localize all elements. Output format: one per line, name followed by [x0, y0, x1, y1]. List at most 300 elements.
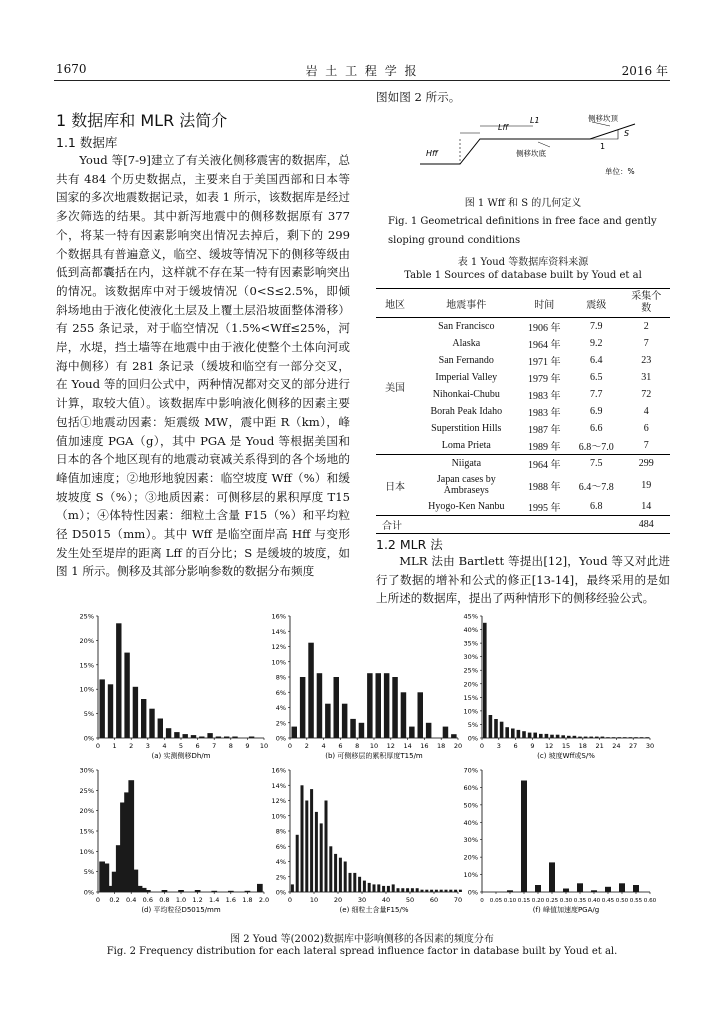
bar: [387, 886, 390, 892]
bar: [245, 891, 251, 892]
y-tick-label: 30%: [463, 653, 478, 662]
x-tick-label: 7: [212, 742, 217, 750]
y-tick-label: 20%: [463, 853, 478, 862]
x-tick-label: 40: [381, 896, 391, 904]
x-tick-label: 0.35: [573, 898, 587, 904]
cell-event: Superstition Hills: [431, 423, 502, 434]
x-tick-label: 0.2: [109, 896, 120, 904]
bar: [392, 884, 395, 892]
bar: [623, 737, 627, 738]
y-tick-label: 0%: [275, 888, 286, 897]
bar: [367, 673, 373, 738]
section-1-1-body: [56, 151, 350, 611]
figure-2-caption-en: Fig. 2 Frequency distribution for each lateral spread influence factor in database built by Youd et al.: [106, 946, 618, 957]
bar: [443, 727, 449, 738]
table-row: [376, 420, 670, 437]
x-tick-label: 0.50: [615, 898, 629, 904]
bar: [325, 704, 331, 738]
y-tick-label: 35%: [463, 639, 478, 648]
cell-event: Loma Prieta: [441, 440, 491, 451]
bar: [511, 729, 515, 739]
bar: [426, 723, 432, 738]
y-tick-label: 0%: [83, 734, 94, 743]
bar: [166, 728, 171, 738]
table-header-row: [376, 289, 670, 318]
y-tick-label: 50%: [463, 801, 478, 810]
bar: [178, 890, 184, 892]
y-tick-label: 25%: [463, 666, 478, 675]
cell-event: Japan cases by Ambraseys: [436, 474, 496, 496]
col2-continuation: [376, 88, 670, 107]
bar: [329, 846, 332, 892]
bar: [535, 885, 541, 892]
bar: [344, 862, 347, 893]
bar: [339, 858, 342, 892]
figure-1-caption-en: Fig. 1 Geometrical definitions in free face and gently sloping ground conditions: [388, 216, 657, 246]
bar: [158, 719, 163, 739]
y-tick-label: 14%: [271, 627, 286, 636]
x-tick-label: 0.8: [159, 896, 170, 904]
cell-magnitude: 7.7: [590, 389, 603, 400]
bar: [591, 890, 597, 892]
table-1-caption-cn: 表 1 Youd 等数据库资料来源: [457, 257, 589, 268]
y-tick-label: 10%: [79, 847, 94, 856]
x-tick-label: 1.6: [225, 896, 236, 904]
one-label: 1: [600, 142, 606, 151]
section-1-2-paragraph: MLR 法由 Bartlett 等提出[12]，Youd 等又对此进行了数据的增补和公式的修正[13-14]，最终采用的是如上所述的数据库，提出了两种情形下的侧移经验公式。: [376, 554, 670, 606]
cell-magnitude: 6.5: [590, 372, 603, 383]
x-tick-label: 10: [259, 742, 269, 750]
bar: [315, 812, 318, 892]
cell-count: 14: [641, 501, 652, 512]
bar: [228, 891, 234, 892]
bar: [124, 653, 129, 738]
bar: [550, 735, 554, 738]
x-tick-label: 21: [595, 742, 604, 750]
bar: [350, 719, 356, 738]
cell-time: 1987 年: [527, 425, 561, 436]
bar: [449, 890, 452, 892]
y-tick-label: 8%: [275, 827, 286, 836]
y-tick-label: 10%: [463, 707, 478, 716]
bar: [556, 735, 560, 738]
bar: [216, 737, 221, 739]
cell-time: 1995 年: [527, 503, 561, 514]
x-tick-label: 0: [95, 896, 101, 904]
x-tick-label: 12: [545, 742, 554, 750]
table-1-caption-en: Table 1 Sources of database built by Youd et al: [404, 270, 642, 281]
y-tick-label: 60%: [463, 783, 478, 792]
bar: [605, 887, 611, 892]
journal-year: 2016 年: [621, 64, 668, 78]
bar: [100, 679, 105, 738]
bar: [573, 736, 577, 738]
x-tick-label: 0.20: [531, 898, 545, 904]
bar: [358, 877, 361, 892]
cell-count: 23: [641, 355, 652, 366]
x-tick-label: 0.25: [545, 898, 559, 904]
bar: [401, 692, 407, 738]
x-tick-label: 2: [304, 742, 309, 750]
cell-time: 1906 年: [527, 323, 561, 334]
chart-title: (d) 平均粒径D5015/mm: [141, 906, 221, 914]
x-tick-label: 0.45: [601, 898, 615, 904]
col-header-time: 时间: [518, 289, 569, 318]
x-tick-label: 4: [162, 742, 167, 750]
cell-event: Borah Peak Idaho: [430, 406, 503, 417]
section-1-2-heading: 1.2 MLR 法: [376, 537, 443, 552]
bar: [545, 734, 549, 738]
y-tick-label: 20%: [463, 680, 478, 689]
x-tick-label: 16: [420, 742, 429, 750]
y-tick-label: 5%: [83, 710, 94, 719]
table-row: [376, 335, 670, 352]
chart-title: (c) 坡度Wff或S/%: [537, 752, 595, 760]
chart-title: (a) 实测侧移Dh/m: [151, 752, 211, 760]
y-tick-label: 0%: [83, 888, 94, 897]
x-tick-label: 20: [333, 896, 343, 904]
figure-2-charts: [50, 610, 672, 918]
bar: [619, 883, 625, 892]
x-tick-label: 2: [129, 742, 134, 750]
cell-count: 7: [643, 338, 649, 349]
cell-time: 1983 年: [527, 391, 561, 402]
x-tick-label: 20: [453, 742, 463, 750]
x-tick-label: 0.55: [629, 898, 643, 904]
bar: [195, 890, 201, 892]
bar: [507, 890, 513, 892]
x-tick-label: 0.15: [517, 898, 531, 904]
bar: [578, 737, 582, 738]
y-tick-label: 20%: [79, 807, 94, 816]
y-tick-label: 5%: [467, 720, 478, 729]
region-us: 美国: [385, 382, 406, 394]
bar: [320, 823, 323, 892]
bar: [629, 737, 633, 738]
chart-title: (b) 可侧移层的累积厚度T15/m: [325, 752, 423, 760]
x-tick-label: 0: [95, 742, 101, 750]
bar: [292, 727, 298, 738]
x-tick-label: 6: [513, 742, 518, 750]
x-tick-label: 6: [195, 742, 200, 750]
cell-event: Alaska: [452, 338, 481, 349]
bar: [308, 643, 314, 738]
table-row: [376, 437, 670, 455]
bar: [199, 737, 204, 739]
table-row: [376, 403, 670, 420]
bar: [334, 677, 340, 738]
col-header-magnitude: 震级: [570, 289, 623, 318]
cell-magnitude: 6.8～7.0: [578, 442, 614, 453]
bar: [384, 673, 390, 738]
cell-event: San Fernando: [438, 355, 494, 366]
x-tick-label: 24: [612, 742, 621, 750]
y-tick-label: 30%: [463, 836, 478, 845]
cell-count: 19: [641, 479, 652, 491]
bar: [133, 687, 138, 738]
bar: [584, 737, 588, 738]
x-tick-label: 50: [405, 896, 415, 904]
y-tick-label: 40%: [463, 626, 478, 635]
y-tick-label: 4%: [275, 704, 286, 712]
bar: [517, 730, 521, 738]
x-tick-label: 60: [429, 896, 439, 904]
bar: [539, 734, 543, 738]
cell-time: 1988 年: [527, 481, 561, 493]
x-tick-label: 0.6: [142, 896, 153, 904]
bar: [505, 727, 509, 738]
y-tick-label: 16%: [271, 612, 286, 621]
table-total-row: [376, 516, 670, 534]
bar: [406, 888, 409, 892]
x-tick-label: 10: [369, 742, 379, 750]
bar: [211, 891, 217, 892]
x-tick-label: 8: [355, 742, 360, 750]
y-tick-label: 10%: [271, 812, 286, 821]
page-number: 1670: [56, 62, 87, 76]
bar: [373, 884, 376, 892]
bar: [296, 835, 299, 892]
cell-time: 1964 年: [518, 455, 569, 473]
bar: [257, 884, 263, 892]
x-tick-label: 70: [453, 896, 463, 904]
y-tick-label: 16%: [271, 766, 286, 775]
y-tick-label: 70%: [463, 766, 478, 775]
y-tick-label: 12%: [271, 797, 286, 805]
y-tick-label: 15%: [463, 693, 478, 702]
cell-event: Hyogo-Ken Nanbu: [428, 501, 505, 512]
bar: [397, 888, 400, 892]
x-tick-label: 0.60: [643, 898, 657, 904]
cell-count: 31: [641, 372, 652, 383]
bar: [425, 890, 428, 892]
bar: [392, 677, 398, 738]
cell-event: Niigata: [414, 455, 518, 473]
bar: [445, 890, 448, 892]
section-1-1-paragraph: Youd 等[7-9]建立了有关液化侧移震害的数据库，总共有 484 个历史数据点，主要来自于美国西部和日本等国家的多次地震数据记录，如表 1 所示，该数据库是经过多次筛选的结果。其中新泻地震中的侧移数据原有 377 个，将某一特有因素影响突出情况去掉后，剩下的 299 个数据具有普遍意义，临空、缓坡等情况下的侧移等级由低到高都囊括在内，这样就不存在某一特有因素影响突出的情况。该数据库中对于缓坡情况（0<S≤2.5%，即倾斜场地由于液化使液化土层及上覆土层沿坡面整体滑移）有 255 条记录，对于临空情况（1.5%<Wff≤25%，河岸，水堤，挡土墙等在地震中由于液化使整个土体向河或海中侧移）有 281 条记录（缓坡和临空有一部分交叉，在 Youd 等的回归公式中，两种情况都对交叉的部分进行计算，取较大值）。该数据库中影响液化侧移的因素主要包括①地震动因素：矩震级 MW，震中距 R（km），峰值加速度 PGA（g），其中 PGA 是 Youd 等根据美国和日本的各个地区现有的地震动衰减关系得到的各个场地的峰值加速度；②地形地貌因素：临空坡度 Wff（%）和缓坡坡度 S（%）；③地质因素：可侧移层的累积厚度 T15（m）；④体特性因素：细粒土含量 F15（%）和平均粒径 D5015（mm）。其中 Wff 是临空面岸高 Hff 与变形发生处至堤岸的距离 Lff 的百分比；S 是缓坡的坡度，如图 1 所示。侧移及其部分影响参数的数据分布频度: [56, 153, 350, 579]
total-label: 合计: [376, 516, 414, 534]
bar: [634, 737, 638, 738]
x-tick-label: 3: [496, 742, 501, 750]
x-tick-label: 0.05: [489, 898, 503, 904]
bar: [612, 737, 616, 738]
col2-continuation-text: 图如图 2 所示。: [376, 90, 461, 104]
x-tick-label: 0.30: [559, 898, 573, 904]
bar: [454, 890, 457, 892]
header-rule: [54, 80, 670, 81]
bar: [359, 723, 365, 738]
bar: [533, 733, 537, 738]
bar: [561, 735, 565, 738]
x-tick-label: 0: [480, 898, 484, 904]
y-tick-label: 15%: [79, 827, 94, 836]
bar: [521, 781, 527, 893]
bar: [589, 737, 593, 738]
x-tick-label: 5: [178, 742, 184, 750]
bar: [317, 673, 323, 738]
bar: [363, 881, 366, 892]
y-tick-label: 45%: [463, 612, 478, 621]
x-tick-label: 12: [386, 742, 395, 750]
x-tick-label: 1.2: [192, 896, 203, 904]
bar: [435, 890, 438, 892]
x-tick-label: 0: [287, 896, 293, 904]
bar: [141, 699, 146, 738]
bar: [162, 890, 168, 892]
figure-2-caption-cn: 图 2 Youd 等(2002)数据库中影响侧移的各因素的频度分布: [230, 934, 494, 945]
bar: [459, 890, 462, 892]
journal-title: 岩 土 工 程 学 报: [305, 64, 419, 78]
y-tick-label: 25%: [79, 612, 94, 621]
bar: [528, 733, 532, 738]
y-tick-label: 30%: [79, 766, 94, 775]
bar: [411, 888, 414, 892]
bar: [342, 704, 348, 738]
bar: [224, 737, 229, 739]
cell-time: 1979 年: [527, 374, 561, 385]
y-tick-label: 6%: [275, 688, 286, 697]
y-tick-label: 8%: [275, 673, 286, 682]
cell-time: 1989 年: [527, 442, 561, 453]
bar: [325, 801, 328, 893]
cell-magnitude: 6.4～7.8: [578, 481, 614, 493]
bar: [353, 873, 356, 892]
bar: [310, 789, 313, 892]
section-1-1-heading: 1.1 数据库: [56, 135, 118, 150]
bar: [430, 890, 433, 892]
x-tick-label: 15: [561, 742, 571, 750]
x-tick-label: 1.4: [209, 896, 220, 904]
table-row: [376, 498, 670, 516]
cell-magnitude: 6.4: [590, 355, 603, 366]
bar: [377, 884, 380, 892]
table-row: [376, 455, 670, 473]
x-tick-label: 9: [530, 742, 535, 750]
bar: [617, 737, 621, 738]
y-tick-label: 20%: [79, 636, 94, 645]
x-tick-label: 1.8: [242, 896, 253, 904]
bar: [416, 888, 419, 892]
bar: [149, 709, 154, 738]
cell-count: 7: [643, 440, 649, 451]
x-tick-label: 2.0: [258, 896, 270, 904]
cell-magnitude: 9.2: [590, 338, 603, 349]
x-tick-label: 1.0: [175, 896, 187, 904]
cell-time: 1983 年: [527, 408, 561, 419]
cell-count: 72: [641, 389, 652, 400]
col-header-count: 采集个数: [623, 289, 670, 318]
cell-magnitude: 7.9: [590, 321, 603, 332]
cell-time: 1964 年: [527, 340, 561, 351]
y-tick-label: 0%: [467, 734, 478, 743]
bar: [645, 737, 649, 738]
col-header-region: 地区: [376, 289, 414, 318]
bar: [174, 732, 179, 738]
bar: [522, 731, 526, 738]
y-tick-label: 10%: [79, 685, 94, 694]
y-tick-label: 10%: [463, 871, 478, 880]
table-row: [376, 386, 670, 403]
cell-time: 1971 年: [527, 357, 561, 368]
bar: [563, 889, 569, 893]
x-tick-label: 18: [578, 742, 587, 750]
x-tick-label: 27: [629, 742, 638, 750]
l1-label: L1: [530, 116, 540, 125]
y-tick-label: 40%: [463, 818, 478, 827]
x-tick-label: 30: [645, 742, 655, 750]
bar: [191, 735, 196, 738]
table-row: [376, 318, 670, 336]
bar: [291, 884, 294, 892]
bar: [601, 737, 605, 738]
y-tick-label: 4%: [275, 858, 286, 866]
bar: [376, 673, 382, 738]
bar: [421, 890, 424, 892]
chart-title: (f) 峰值加速度PGA/g: [532, 906, 600, 914]
y-tick-label: 2%: [275, 873, 286, 882]
bar: [595, 737, 599, 738]
bar: [500, 722, 504, 738]
x-tick-label: 0: [287, 742, 293, 750]
cell-magnitude: 6.9: [590, 406, 603, 417]
x-tick-label: 0.4: [126, 896, 137, 904]
x-tick-label: 0.10: [503, 898, 517, 904]
y-tick-label: 10%: [271, 658, 286, 667]
bar: [451, 734, 457, 738]
x-tick-label: 18: [437, 742, 446, 750]
bar: [549, 862, 555, 892]
bar: [567, 736, 571, 738]
region-jp: 日本: [376, 455, 414, 516]
bar: [577, 883, 583, 892]
unit-label: 单位：%: [605, 167, 635, 176]
bar: [183, 734, 188, 738]
chart-title: (e) 细粒土含量F15/%: [339, 906, 409, 914]
face-label: 侧移坎顶: [588, 114, 618, 123]
y-tick-label: 5%: [83, 868, 94, 877]
y-tick-label: 14%: [271, 781, 286, 790]
bar: [382, 886, 385, 892]
table-row: [376, 472, 670, 498]
bar: [300, 677, 306, 738]
bar: [494, 719, 498, 738]
total-value: 484: [623, 516, 670, 534]
y-tick-label: 6%: [275, 842, 286, 851]
section-1-heading: 1 数据库和 MLR 法简介: [56, 111, 228, 130]
bar: [440, 890, 443, 892]
y-tick-label: 15%: [79, 661, 94, 670]
cell-count: 4: [643, 406, 649, 417]
y-tick-label: 2%: [275, 719, 286, 728]
toe-leader: [538, 142, 550, 147]
cell-event: San Francisco: [438, 321, 495, 332]
bar: [409, 727, 415, 738]
x-tick-label: 8: [228, 742, 233, 750]
x-tick-label: 10: [309, 896, 319, 904]
x-tick-label: 4: [321, 742, 326, 750]
bar: [418, 692, 424, 738]
bar: [483, 623, 487, 738]
toe-label: 侧移坎底: [516, 149, 546, 158]
bar: [349, 873, 352, 892]
cell-event: Nihonkai-Chubu: [432, 389, 500, 400]
cell-magnitude: 6.6: [590, 423, 603, 434]
section-1-2-body: [376, 552, 670, 608]
bar: [401, 888, 404, 892]
hff-label: Hff: [426, 149, 438, 158]
cell-magnitude: 6.8: [590, 501, 603, 512]
bar: [606, 737, 610, 738]
